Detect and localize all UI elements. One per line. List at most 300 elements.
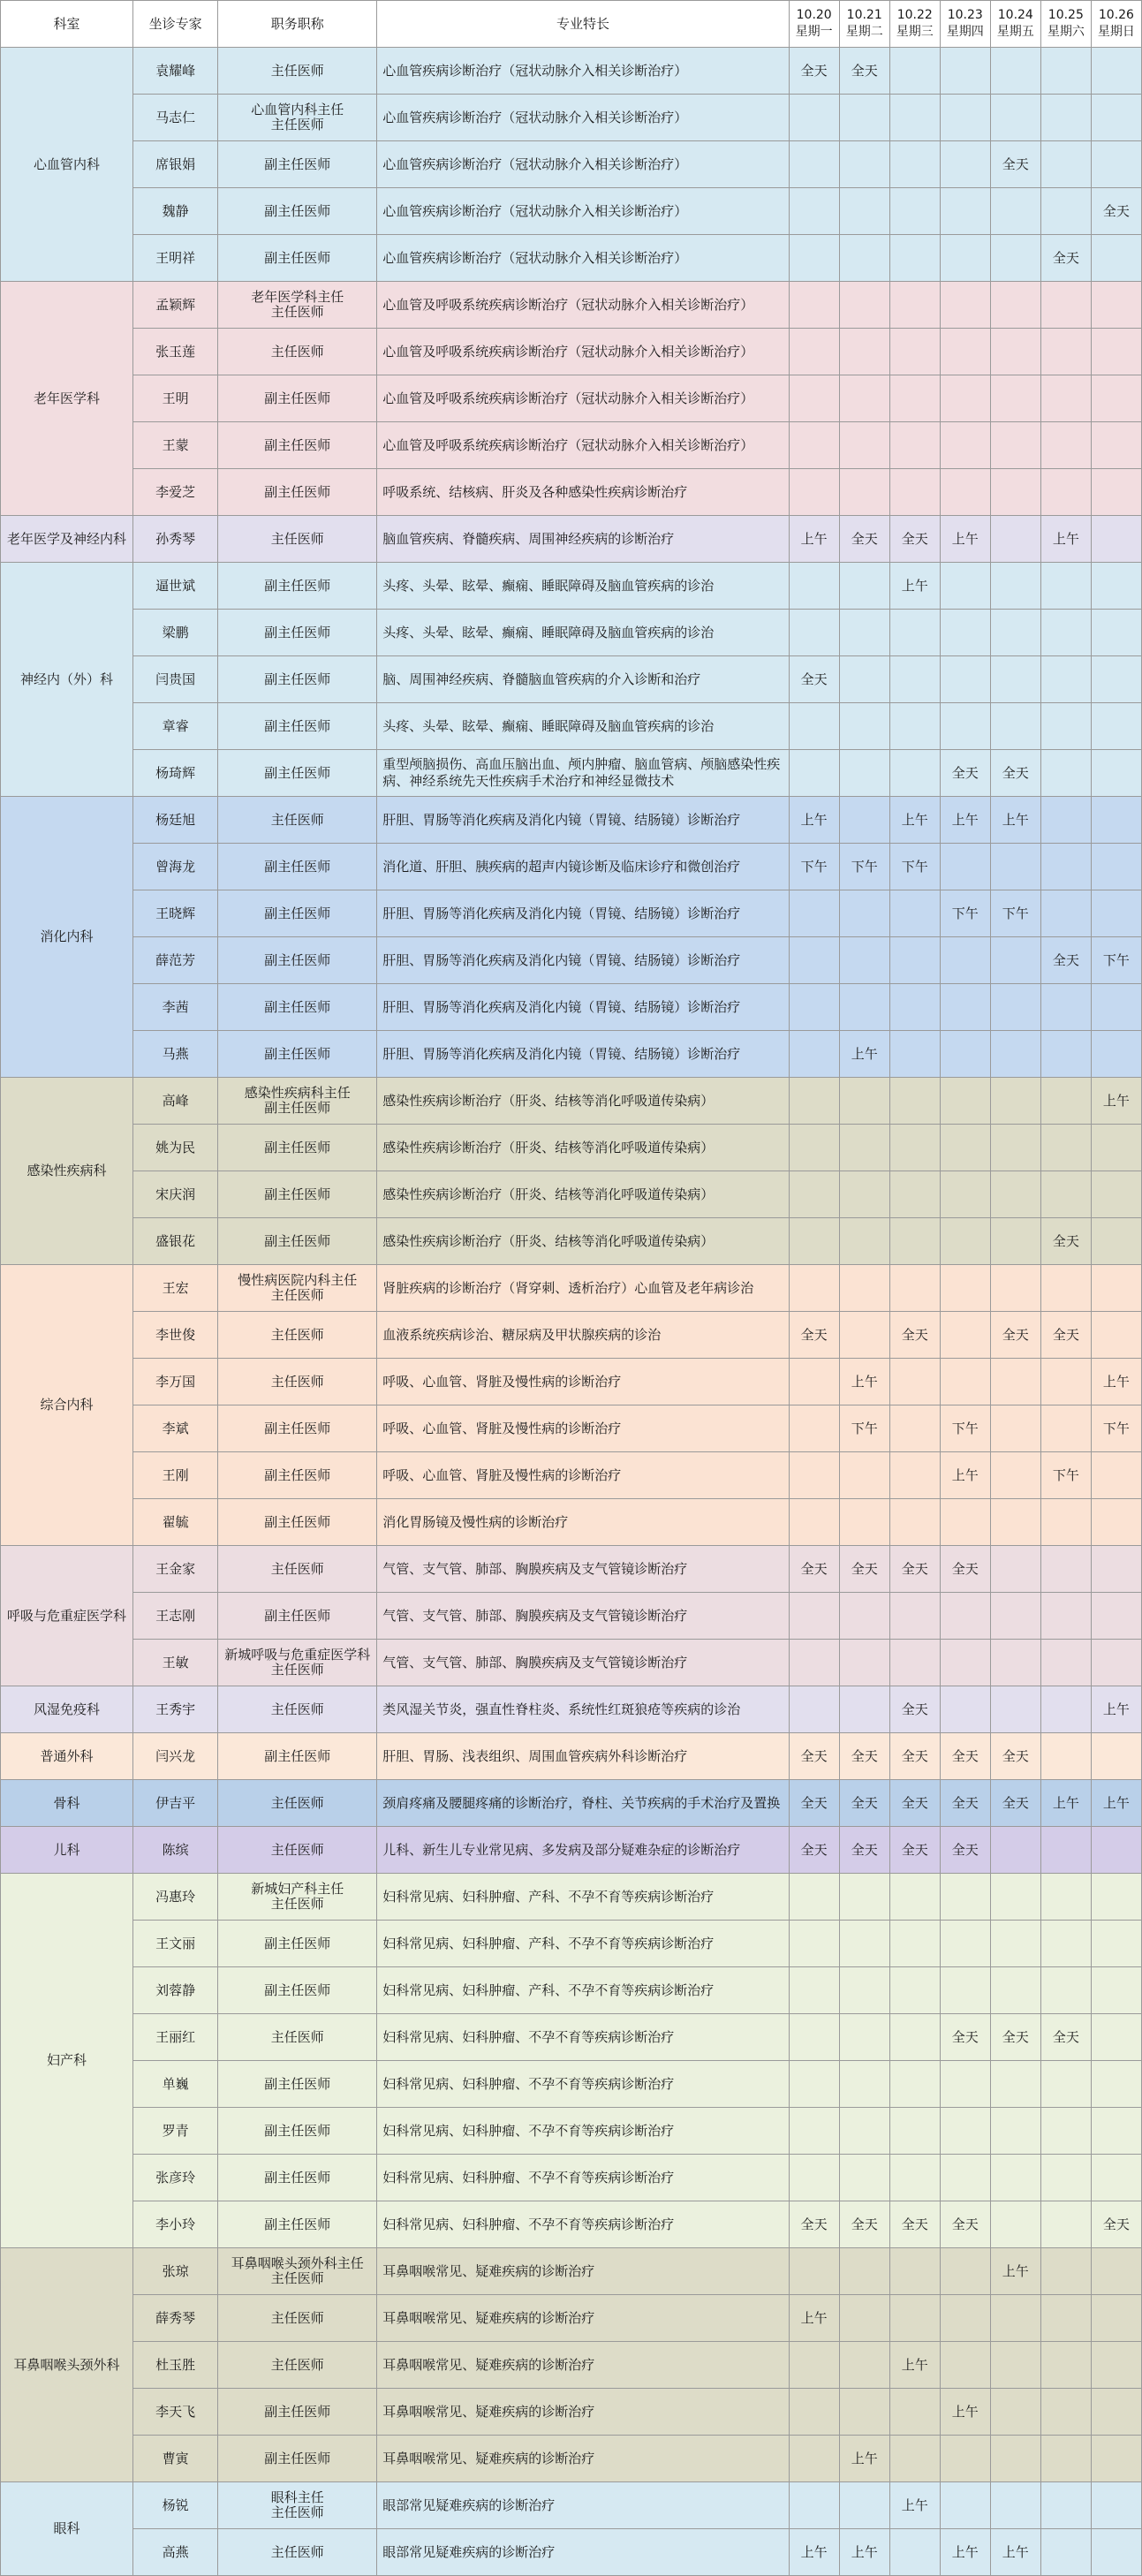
schedule-cell <box>839 329 889 375</box>
doctor-specialty: 眼部常见疑难疾病的诊断治疗 <box>377 2529 789 2576</box>
schedule-cell <box>789 1078 839 1125</box>
doctor-specialty: 感染性疾病诊断治疗（肝炎、结核等消化呼吸道传染病） <box>377 1218 789 1265</box>
doctor-title: 主任医师 <box>218 1312 377 1359</box>
schedule-cell <box>1040 1499 1091 1546</box>
doctor-name: 陈缤 <box>133 1827 218 1874</box>
doctor-row <box>1 2014 1142 2061</box>
doctor-specialty: 妇科常见病、妇科肿瘤、不孕不育等疾病诊断治疗 <box>377 2155 789 2201</box>
schedule-cell <box>1040 375 1091 422</box>
doctor-title: 副主任医师 <box>218 1452 377 1499</box>
schedule-cell <box>1040 1031 1091 1078</box>
schedule-cell <box>1091 1499 1141 1546</box>
schedule-cell: 全天 <box>889 1686 940 1733</box>
doctor-name: 薛范芳 <box>133 937 218 984</box>
schedule-cell <box>1040 1686 1091 1733</box>
doctor-specialty: 气管、支气管、肺部、胸膜疾病及支气管镜诊断治疗 <box>377 1593 789 1640</box>
schedule-cell <box>889 1405 940 1452</box>
schedule-cell <box>789 422 839 469</box>
schedule-cell <box>789 1218 839 1265</box>
schedule-cell <box>1091 1967 1141 2014</box>
schedule-cell <box>1040 1827 1091 1874</box>
doctor-row <box>1 2155 1142 2201</box>
doctor-row <box>1 937 1142 984</box>
doctor-specialty: 气管、支气管、肺部、胸膜疾病及支气管镜诊断治疗 <box>377 1546 789 1593</box>
doctor-specialty: 心血管疾病诊断治疗（冠状动脉介入相关诊断治疗） <box>377 235 789 282</box>
doctor-title: 副主任医师 <box>218 1218 377 1265</box>
doctor-specialty: 消化道、肝胆、胰疾病的超声内镜诊断及临床诊疗和微创治疗 <box>377 844 789 890</box>
schedule-cell <box>889 1874 940 1921</box>
doctor-row <box>1 1640 1142 1686</box>
schedule-cell: 全天 <box>889 1312 940 1359</box>
doctor-row <box>1 1078 1142 1125</box>
schedule-cell <box>1091 2482 1141 2529</box>
doctor-title: 新城呼吸与危重症医学科 主任医师 <box>218 1640 377 1686</box>
department-cell: 神经内（外）科 <box>1 563 133 797</box>
schedule-cell <box>990 1499 1040 1546</box>
schedule-cell <box>1091 890 1141 937</box>
schedule-cell <box>990 703 1040 750</box>
doctor-name: 姚为民 <box>133 1125 218 1171</box>
schedule-cell: 上午 <box>789 516 839 563</box>
schedule-cell <box>1040 2482 1091 2529</box>
schedule-cell <box>940 235 990 282</box>
schedule-cell <box>1040 95 1091 141</box>
schedule-cell <box>940 282 990 329</box>
schedule-cell <box>1091 2389 1141 2436</box>
doctor-name: 王明祥 <box>133 235 218 282</box>
schedule-cell <box>789 563 839 610</box>
schedule-cell <box>889 235 940 282</box>
schedule-cell: 全天 <box>940 2014 990 2061</box>
department-cell: 呼吸与危重症医学科 <box>1 1546 133 1686</box>
day-date: 10.24 <box>997 8 1033 22</box>
doctor-name: 袁耀峰 <box>133 48 218 95</box>
schedule-cell <box>1040 2108 1091 2155</box>
schedule-cell <box>889 1921 940 1967</box>
schedule-cell: 上午 <box>1040 516 1091 563</box>
schedule-cell <box>839 235 889 282</box>
schedule-cell <box>1091 844 1141 890</box>
schedule-cell <box>1091 2014 1141 2061</box>
schedule-cell <box>889 469 940 516</box>
doctor-name: 王晓辉 <box>133 890 218 937</box>
doctor-row <box>1 282 1142 329</box>
doctor-row <box>1 563 1142 610</box>
doctor-row <box>1 2529 1142 2576</box>
schedule-cell: 上午 <box>990 797 1040 844</box>
schedule-cell: 全天 <box>889 2201 940 2248</box>
schedule-cell <box>839 95 889 141</box>
schedule-cell: 全天 <box>940 1780 990 1827</box>
doctor-title: 主任医师 <box>218 516 377 563</box>
schedule-cell: 全天 <box>889 1827 940 1874</box>
schedule-cell <box>1040 469 1091 516</box>
schedule-cell <box>889 1967 940 2014</box>
schedule-cell <box>1091 516 1141 563</box>
schedule-cell <box>1091 422 1141 469</box>
day-weekday: 星期四 <box>946 25 984 39</box>
schedule-cell <box>1040 2201 1091 2248</box>
doctor-specialty: 肝胆、胃肠等消化疾病及消化内镜（胃镜、结肠镜）诊断治疗 <box>377 937 789 984</box>
schedule-cell <box>839 1218 889 1265</box>
doctor-specialty: 心血管及呼吸系统疾病诊断治疗（冠状动脉介入相关诊断治疗） <box>377 375 789 422</box>
department-cell: 眼科 <box>1 2482 133 2576</box>
schedule-cell <box>789 2482 839 2529</box>
doctor-specialty: 颈肩疼痛及腰腿疼痛的诊断治疗，脊柱、关节疾病的手术治疗及置换 <box>377 1780 789 1827</box>
doctor-name: 王文丽 <box>133 1921 218 1967</box>
schedule-cell <box>789 141 839 188</box>
doctor-title: 副主任医师 <box>218 1967 377 2014</box>
header-day <box>1091 1 1141 48</box>
schedule-cell <box>990 375 1040 422</box>
doctor-name: 王秀宇 <box>133 1686 218 1733</box>
doctor-specialty: 妇科常见病、妇科肿瘤、不孕不育等疾病诊断治疗 <box>377 2108 789 2155</box>
schedule-cell <box>990 937 1040 984</box>
schedule-cell <box>1091 1640 1141 1686</box>
schedule-cell <box>889 2108 940 2155</box>
doctor-title: 感染性疾病科主任 副主任医师 <box>218 1078 377 1125</box>
schedule-cell <box>1091 2155 1141 2201</box>
schedule-cell <box>1040 2155 1091 2201</box>
schedule-cell: 全天 <box>940 750 990 797</box>
doctor-name: 闫兴龙 <box>133 1733 218 1780</box>
schedule-cell <box>1091 1452 1141 1499</box>
schedule-cell <box>1091 984 1141 1031</box>
schedule-cell <box>789 282 839 329</box>
doctor-title: 副主任医师 <box>218 2436 377 2482</box>
schedule-cell <box>1040 1405 1091 1452</box>
schedule-body <box>1 48 1142 2576</box>
doctor-title: 副主任医师 <box>218 1171 377 1218</box>
schedule-cell <box>889 2014 940 2061</box>
schedule-cell <box>1040 750 1091 797</box>
schedule-cell <box>789 1171 839 1218</box>
schedule-cell <box>990 1125 1040 1171</box>
doctor-name: 王蒙 <box>133 422 218 469</box>
schedule-cell <box>889 937 940 984</box>
doctor-row <box>1 844 1142 890</box>
doctor-name: 罗青 <box>133 2108 218 2155</box>
schedule-cell <box>990 610 1040 656</box>
doctor-specialty: 重型颅脑损伤、高血压脑出血、颅内肿瘤、脑血管病、颅脑感染性疾病、神经系统先天性疾病手术治疗和神经显微技术 <box>377 750 789 797</box>
schedule-cell <box>839 1171 889 1218</box>
doctor-row <box>1 2389 1142 2436</box>
doctor-name: 马燕 <box>133 1031 218 1078</box>
doctor-title: 副主任医师 <box>218 1405 377 1452</box>
doctor-row <box>1 2295 1142 2342</box>
schedule-cell <box>1040 2061 1091 2108</box>
schedule-cell <box>990 2201 1040 2248</box>
schedule-cell: 上午 <box>789 2529 839 2576</box>
schedule-cell <box>940 844 990 890</box>
department-cell: 儿科 <box>1 1827 133 1874</box>
doctor-row <box>1 1031 1142 1078</box>
schedule-cell <box>990 2295 1040 2342</box>
doctor-name: 魏静 <box>133 188 218 235</box>
schedule-cell: 全天 <box>1040 235 1091 282</box>
schedule-cell <box>889 375 940 422</box>
schedule-cell <box>940 469 990 516</box>
schedule-cell <box>839 2389 889 2436</box>
schedule-cell <box>1091 235 1141 282</box>
schedule-cell: 下午 <box>940 1405 990 1452</box>
doctor-row <box>1 48 1142 95</box>
schedule-cell <box>940 2295 990 2342</box>
schedule-cell <box>1040 2436 1091 2482</box>
schedule-cell: 上午 <box>940 2389 990 2436</box>
schedule-cell <box>990 516 1040 563</box>
schedule-cell <box>990 1265 1040 1312</box>
doctor-row <box>1 1218 1142 1265</box>
doctor-title: 心血管内科主任 主任医师 <box>218 95 377 141</box>
schedule-cell <box>789 1405 839 1452</box>
doctor-specialty: 心血管疾病诊断治疗（冠状动脉介入相关诊断治疗） <box>377 48 789 95</box>
doctor-row <box>1 797 1142 844</box>
schedule-cell <box>839 797 889 844</box>
doctor-name: 闫贵国 <box>133 656 218 703</box>
schedule-cell <box>889 1359 940 1405</box>
department-cell: 心血管内科 <box>1 48 133 282</box>
doctor-title: 副主任医师 <box>218 2155 377 2201</box>
day-weekday: 星期日 <box>1097 25 1135 39</box>
schedule-cell <box>1091 1921 1141 1967</box>
doctor-row <box>1 1546 1142 1593</box>
doctor-name: 李茜 <box>133 984 218 1031</box>
schedule-cell: 全天 <box>1091 188 1141 235</box>
schedule-cell <box>889 2295 940 2342</box>
schedule-cell: 全天 <box>940 1827 990 1874</box>
schedule-cell <box>839 141 889 188</box>
schedule-cell <box>1040 797 1091 844</box>
schedule-cell <box>889 329 940 375</box>
schedule-cell: 上午 <box>839 2529 889 2576</box>
doctor-row <box>1 2342 1142 2389</box>
schedule-cell <box>889 422 940 469</box>
doctor-title: 副主任医师 <box>218 890 377 937</box>
doctor-title: 副主任医师 <box>218 984 377 1031</box>
schedule-cell <box>940 1686 990 1733</box>
schedule-cell: 上午 <box>1091 1078 1141 1125</box>
schedule-cell <box>839 2248 889 2295</box>
schedule-cell <box>990 1827 1040 1874</box>
schedule-cell <box>940 2342 990 2389</box>
header-dept: 科室 <box>1 1 133 48</box>
schedule-cell <box>1040 1640 1091 1686</box>
doctor-row <box>1 1593 1142 1640</box>
schedule-cell <box>1040 1967 1091 2014</box>
schedule-cell <box>889 2529 940 2576</box>
doctor-name: 孙秀琴 <box>133 516 218 563</box>
doctor-title: 副主任医师 <box>218 610 377 656</box>
doctor-row <box>1 1780 1142 1827</box>
doctor-title: 主任医师 <box>218 1686 377 1733</box>
schedule-cell <box>1040 2342 1091 2389</box>
schedule-cell <box>839 1967 889 2014</box>
schedule-cell <box>1040 1733 1091 1780</box>
doctor-name: 孟颖辉 <box>133 282 218 329</box>
doctor-name: 章睿 <box>133 703 218 750</box>
schedule-cell: 上午 <box>940 2529 990 2576</box>
schedule-cell <box>839 563 889 610</box>
schedule-cell <box>789 750 839 797</box>
schedule-cell <box>940 1312 990 1359</box>
schedule-cell: 上午 <box>839 1031 889 1078</box>
schedule-cell <box>789 469 839 516</box>
doctor-specialty: 耳鼻咽喉常见、疑难疾病的诊断治疗 <box>377 2342 789 2389</box>
schedule-cell <box>1040 1593 1091 1640</box>
doctor-row <box>1 1359 1142 1405</box>
doctor-name: 李世俊 <box>133 1312 218 1359</box>
doctor-title: 主任医师 <box>218 1780 377 1827</box>
schedule-cell <box>889 2061 940 2108</box>
schedule-cell <box>839 2342 889 2389</box>
schedule-cell: 全天 <box>1091 2201 1141 2248</box>
schedule-cell <box>1091 1031 1141 1078</box>
doctor-row <box>1 1874 1142 1921</box>
doctor-specialty: 心血管疾病诊断治疗（冠状动脉介入相关诊断治疗） <box>377 141 789 188</box>
schedule-cell <box>1091 2295 1141 2342</box>
doctor-row <box>1 1499 1142 1546</box>
schedule-cell <box>789 1967 839 2014</box>
schedule-cell <box>789 2061 839 2108</box>
schedule-cell: 全天 <box>839 2201 889 2248</box>
schedule-cell <box>889 984 940 1031</box>
schedule-cell: 下午 <box>839 1405 889 1452</box>
schedule-cell <box>1040 2248 1091 2295</box>
schedule-cell <box>940 1874 990 1921</box>
doctor-specialty: 消化胃肠镜及慢性病的诊断治疗 <box>377 1499 789 1546</box>
doctor-name: 翟毓 <box>133 1499 218 1546</box>
schedule-cell: 上午 <box>1091 1359 1141 1405</box>
schedule-cell <box>889 890 940 937</box>
header-title: 职务职称 <box>218 1 377 48</box>
doctor-name: 王刚 <box>133 1452 218 1499</box>
schedule-cell <box>1040 2529 1091 2576</box>
schedule-cell: 全天 <box>789 1780 839 1827</box>
doctor-specialty: 头疼、头晕、眩晕、癫痫、睡眠障碍及脑血管疾病的诊治 <box>377 563 789 610</box>
doctor-row <box>1 656 1142 703</box>
schedule-cell <box>940 2436 990 2482</box>
schedule-cell <box>1091 1125 1141 1171</box>
schedule-cell <box>1091 1827 1141 1874</box>
doctor-specialty: 妇科常见病、妇科肿瘤、产科、不孕不育等疾病诊断治疗 <box>377 1874 789 1921</box>
schedule-cell: 全天 <box>789 1827 839 1874</box>
schedule-cell: 全天 <box>990 2014 1040 2061</box>
schedule-cell <box>789 1265 839 1312</box>
schedule-cell <box>1040 563 1091 610</box>
schedule-cell <box>990 422 1040 469</box>
schedule-cell <box>990 48 1040 95</box>
schedule-cell: 上午 <box>889 2482 940 2529</box>
doctor-name: 薛秀琴 <box>133 2295 218 2342</box>
schedule-cell <box>789 1031 839 1078</box>
schedule-cell: 全天 <box>1040 2014 1091 2061</box>
doctor-specialty: 心血管及呼吸系统疾病诊断治疗（冠状动脉介入相关诊断治疗） <box>377 282 789 329</box>
schedule-cell <box>1091 1546 1141 1593</box>
day-date: 10.20 <box>796 8 832 22</box>
doctor-row <box>1 1452 1142 1499</box>
schedule-cell <box>839 2014 889 2061</box>
doctor-title: 主任医师 <box>218 1359 377 1405</box>
schedule-cell: 上午 <box>1040 1780 1091 1827</box>
schedule-cell: 全天 <box>990 750 1040 797</box>
schedule-cell <box>1091 1874 1141 1921</box>
schedule-cell <box>1040 610 1091 656</box>
doctor-title: 副主任医师 <box>218 1593 377 1640</box>
schedule-cell <box>1091 1312 1141 1359</box>
doctor-specialty: 妇科常见病、妇科肿瘤、产科、不孕不育等疾病诊断治疗 <box>377 1967 789 2014</box>
schedule-cell: 全天 <box>789 2201 839 2248</box>
doctor-title: 主任医师 <box>218 329 377 375</box>
schedule-cell <box>940 1359 990 1405</box>
schedule-cell: 全天 <box>839 48 889 95</box>
schedule-cell <box>940 2248 990 2295</box>
schedule-cell <box>990 2342 1040 2389</box>
schedule-cell <box>1091 656 1141 703</box>
schedule-cell: 全天 <box>1040 1312 1091 1359</box>
day-weekday: 星期六 <box>1047 25 1085 39</box>
header-row <box>1 1 1142 48</box>
schedule-cell <box>839 2482 889 2529</box>
doctor-row <box>1 750 1142 797</box>
schedule-cell <box>1091 797 1141 844</box>
doctor-name: 曹寅 <box>133 2436 218 2482</box>
schedule-cell <box>789 95 839 141</box>
schedule-cell: 上午 <box>940 1452 990 1499</box>
doctor-name: 李斌 <box>133 1405 218 1452</box>
header-expert: 坐诊专家 <box>133 1 218 48</box>
schedule-cell <box>990 1405 1040 1452</box>
schedule-cell: 全天 <box>990 1312 1040 1359</box>
schedule-cell <box>789 2155 839 2201</box>
day-date: 10.25 <box>1047 8 1084 22</box>
doctor-name: 张琼 <box>133 2248 218 2295</box>
schedule-cell <box>839 1125 889 1171</box>
doctor-name: 王丽红 <box>133 2014 218 2061</box>
schedule-cell: 上午 <box>889 2342 940 2389</box>
schedule-cell <box>839 2295 889 2342</box>
doctor-row <box>1 610 1142 656</box>
doctor-row <box>1 141 1142 188</box>
schedule-cell <box>1040 2389 1091 2436</box>
doctor-row <box>1 1967 1142 2014</box>
schedule-cell <box>1091 2248 1141 2295</box>
doctor-specialty: 妇科常见病、妇科肿瘤、产科、不孕不育等疾病诊断治疗 <box>377 1921 789 1967</box>
schedule-cell <box>1091 1218 1141 1265</box>
schedule-cell: 全天 <box>990 141 1040 188</box>
schedule-cell <box>990 656 1040 703</box>
schedule-cell <box>839 656 889 703</box>
schedule-cell <box>839 1499 889 1546</box>
schedule-cell <box>839 188 889 235</box>
schedule-cell <box>940 141 990 188</box>
schedule-cell <box>940 656 990 703</box>
schedule-cell <box>990 2482 1040 2529</box>
doctor-row <box>1 1405 1142 1452</box>
doctor-specialty: 心血管疾病诊断治疗（冠状动脉介入相关诊断治疗） <box>377 188 789 235</box>
schedule-cell <box>789 2108 839 2155</box>
schedule-cell: 全天 <box>839 1780 889 1827</box>
doctor-name: 李天飞 <box>133 2389 218 2436</box>
schedule-cell <box>990 1640 1040 1686</box>
schedule-cell <box>940 1967 990 2014</box>
schedule-cell <box>839 1593 889 1640</box>
doctor-specialty: 肝胆、胃肠等消化疾病及消化内镜（胃镜、结肠镜）诊断治疗 <box>377 984 789 1031</box>
schedule-cell <box>889 141 940 188</box>
doctor-specialty: 感染性疾病诊断治疗（肝炎、结核等消化呼吸道传染病） <box>377 1125 789 1171</box>
doctor-row <box>1 1733 1142 1780</box>
doctor-title: 副主任医师 <box>218 750 377 797</box>
